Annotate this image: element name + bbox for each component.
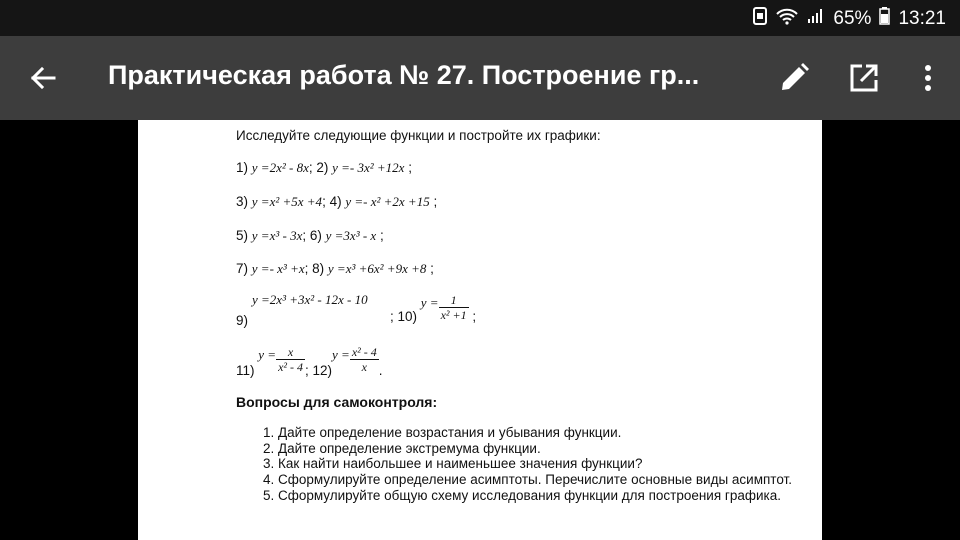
function-row: 1) y =2x² - 8x; 2) y =- 3x² +12x ; xyxy=(236,160,412,175)
clock: 13:21 xyxy=(898,8,946,29)
list-item: 3. Как найти наибольшее и наименьшее значения функции? xyxy=(278,456,798,472)
questions-heading: Вопросы для самоконтроля: xyxy=(236,394,438,410)
page-title: Практическая работа № 27. Построение гр... xyxy=(108,60,700,90)
app-bar xyxy=(0,36,960,120)
function-row: 5) y =x³ - 3x; 6) y =3x³ - x ; xyxy=(236,228,384,243)
function-row: 7) y =- x³ +x; 8) y =x³ +6x² +9x +8 ; xyxy=(236,261,434,276)
wifi-icon xyxy=(775,7,799,31)
list-item: 2. Дайте определение экстремума функции. xyxy=(278,441,798,457)
fraction: $\frac{1}{\text{x² +1}}$ xyxy=(440,293,467,322)
back-button[interactable] xyxy=(24,58,64,98)
open-in-new-icon xyxy=(844,58,884,98)
function-row: 3) y =x² +5x +4; 4) y =- x² +2x +15 ; xyxy=(236,194,438,209)
edit-button[interactable] xyxy=(774,58,814,98)
function-9-formula: y =2x³ +3x² - 12x - 10 xyxy=(252,292,368,307)
function-row: ; 10) y = $\frac{1}{\text{x² +1}}$ ; xyxy=(390,293,477,325)
battery-icon xyxy=(879,7,890,31)
signal-icon xyxy=(807,8,825,30)
battery-percent: 65% xyxy=(833,8,872,29)
pencil-icon xyxy=(774,58,814,98)
list-item: 4. Сформулируйте определение асимптоты. Перечислите основные виды асимптот. xyxy=(278,472,798,488)
list-item: 1. Дайте определение возрастания и убывания функции. xyxy=(278,425,798,441)
questions-list xyxy=(256,425,798,504)
open-external-button[interactable] xyxy=(844,58,884,98)
document-page[interactable] xyxy=(138,120,822,540)
fraction: $\frac{\text{x² - 4}}{x}$ xyxy=(351,345,377,374)
fraction: $\frac{x}{\text{x² - 4}}$ xyxy=(278,345,303,374)
more-vert-icon xyxy=(908,58,948,98)
status-bar xyxy=(0,0,960,36)
function-row: 9) xyxy=(236,313,249,328)
more-options-button[interactable] xyxy=(908,58,948,98)
arrow-left-icon xyxy=(24,58,64,98)
list-item: 5. Сформулируйте общую схему исследования функции для построения графика. xyxy=(278,488,798,504)
intro-text: Исследуйте следующие функции и постройте их графики: xyxy=(236,128,601,143)
function-row: 11) y = $\frac{x}{\text{x² - 4}}$ ; 12)y = $\frac{\text{x² - 4}}{x}$ . xyxy=(236,345,383,379)
nfc-icon xyxy=(753,7,767,31)
